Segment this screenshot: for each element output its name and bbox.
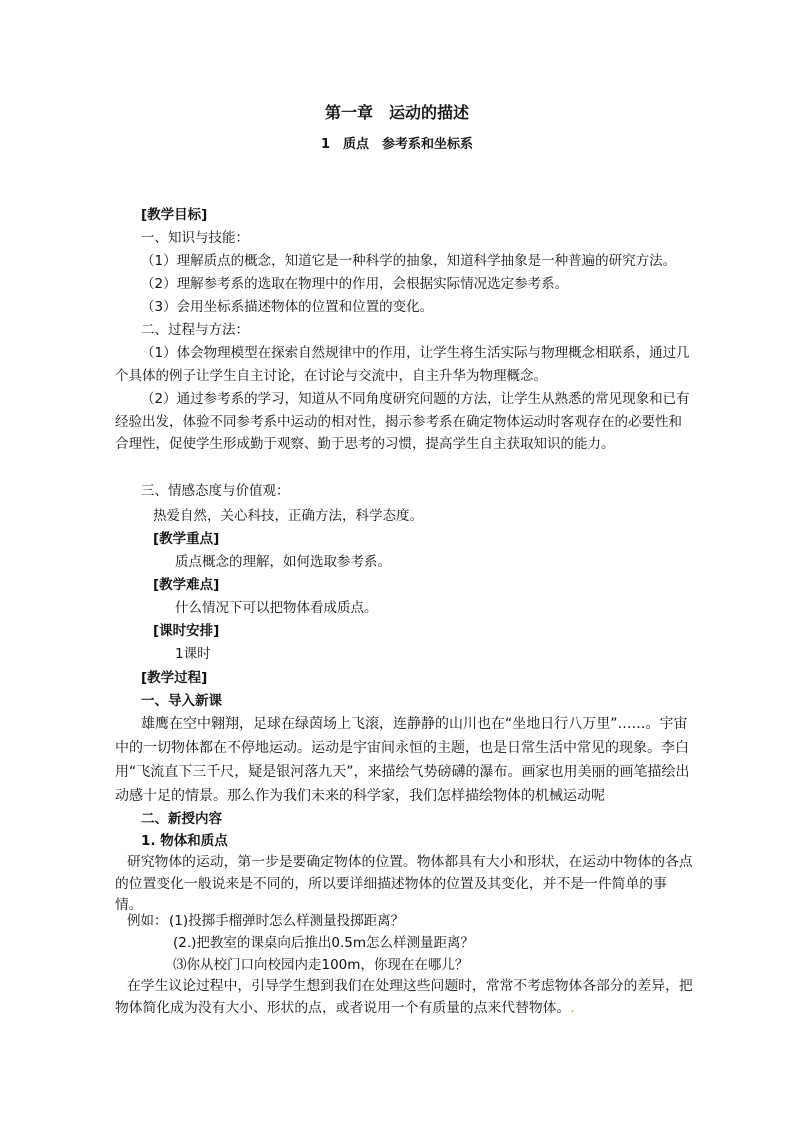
difficulties-text: 什么情况下可以把物体看成质点。 [175, 600, 378, 616]
objective-item-2: （2）理解参考系的选取在物理中的作用，会根据实际情况选定参考系。 [141, 276, 569, 292]
new-content-heading: 二、新授内容 [141, 811, 222, 827]
closing-paragraph [115, 976, 693, 1019]
knowledge-skills-heading: 一、知识与技能： [141, 230, 249, 246]
process-method-paragraph-1: （1）体会物理模型在探索自然规律中的作用，让学生将生活实际与物理概念相联系，通过几个具体的例子让学生自主讨论，在讨论与交流中，自主升华为物理概念。 [115, 345, 690, 384]
schedule-text: 1课时 [175, 646, 211, 662]
key-points-text: 质点概念的理解，如何选取参考系。 [175, 554, 391, 570]
intro-paragraph: 雄鹰在空中翱翔，足球在绿茵场上飞滚，连静静的山川也在“坐地日行八万里”……。宇宙中的一切物体都在不停地运动。运动是宇宙间永恒的主题，也是日常生活中常见的现象。李白用“飞流直下三千尺，疑是银河落九天”，来描绘气势磅礴的瀑布。画家也用美丽的画笔描绘出动感十足的情景。那么作为我们未来的科学家，我们怎样描绘物体的机械运动呢 [115, 716, 690, 804]
objectives-heading: [教学目标] [141, 207, 208, 223]
attitude-values-text: 热爱自然，关心科技，正确方法，科学态度。 [153, 508, 423, 524]
teaching-process-heading: [教学过程] [141, 670, 208, 686]
difficulties-heading: [教学难点] [153, 577, 220, 593]
chapter-title: 第一章 运动的描述 [324, 103, 469, 122]
intro-heading: 一、导入新课 [141, 693, 222, 709]
example-item-3: ⑶你从校门口向校园内走100m，你现在在哪儿？ [173, 957, 469, 973]
closing-text: 在学生议论过程中，引导学生想到我们在处理这些问题时，常常不考虑物体各部分的差异，把物体简化成为没有大小、形状的点，或者说用一个有质量的点来代替物体。 [115, 978, 693, 1016]
object-particle-heading: 1. 物体和质点 [141, 833, 228, 849]
object-particle-paragraph: 研究物体的运动，第一步是要确定物体的位置。物体都具有大小和形状，在运动中物体的各点的位置变化一般说来是不同的，所以要详细描述物体的位置及其变化，并不是一件简单的事情。 [115, 854, 693, 913]
process-method-paragraph-2: （2）通过参考系的学习，知道从不同角度研究问题的方法，让学生从熟悉的常见现象和已有经验出发，体验不同参考系中运动的相对性，揭示参考系在确定物体运动时客观存在的必要性和合理性，促使学生形成勤于观察、勤于思考的习惯，提高学生自主获取知识的能力。 [115, 391, 690, 452]
closing-end-mark: . [570, 999, 575, 1016]
schedule-heading: [课时安排] [153, 623, 220, 639]
example-label: 例如： [127, 913, 168, 929]
objective-item-3: （3）会用坐标系描述物体的位置和位置的变化。 [141, 299, 434, 315]
example-item-1: (1)投掷手榴弹时怎么样测量投掷距离？ [169, 913, 405, 929]
attitude-values-heading: 三、情感态度与价值观： [141, 483, 290, 499]
section-subtitle: 1 质点 参考系和坐标系 [320, 137, 474, 152]
key-points-heading: [教学重点] [153, 531, 220, 547]
example-item-2: (2.)把教室的课桌向后推出0.5m怎么样测量距离？ [173, 935, 475, 951]
objective-item-1: （1）理解质点的概念，知道它是一种科学的抽象，知道科学抽象是一种普遍的研究方法。 [141, 253, 677, 269]
process-method-heading: 二、过程与方法： [141, 322, 249, 338]
